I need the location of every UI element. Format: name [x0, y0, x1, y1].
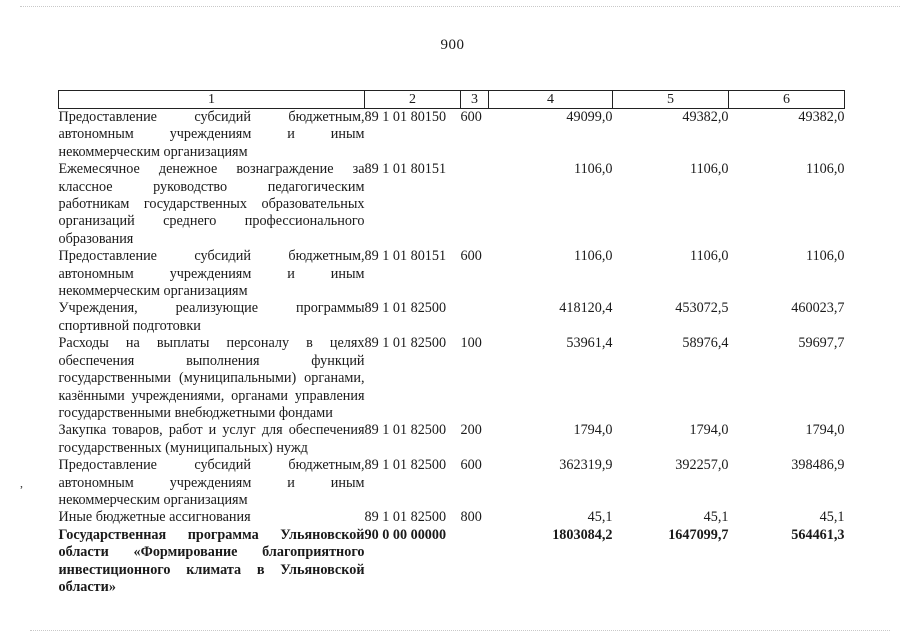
- row-target-code: 89 1 01 80150: [364, 109, 447, 125]
- row-amount-year3: 460023,7: [791, 300, 845, 317]
- table-row: [59, 161, 845, 248]
- row-name: Ежемесячное денежное вознаграждение за классное руководство педагогическим работникам государственных образовательных организаций среднего профессионального образования: [58, 161, 365, 247]
- row-name: Закупка товаров, работ и услуг для обеспечения государственных (муниципальных) нужд: [58, 422, 365, 456]
- row-amount-year1: 1106,0: [574, 248, 613, 265]
- row-name: Предоставление субсидий бюджетным, автономным учреждениям и иным некоммерческим организациям: [58, 457, 365, 508]
- row-expense-type: 800: [460, 509, 482, 526]
- row-target-code: 89 1 01 82500: [364, 509, 447, 526]
- table-row: [59, 300, 845, 335]
- header-col-csr: 2: [365, 91, 461, 109]
- row-amount-year3: 59697,7: [798, 335, 845, 352]
- row-target-code: 89 1 01 80151: [364, 161, 447, 178]
- table-body: [59, 109, 845, 597]
- row-target-code: 90 0 00 00000: [364, 526, 447, 543]
- row-target-code: 89 1 01 82500: [364, 422, 447, 439]
- table-row: [59, 422, 845, 457]
- header-col-year3: 6: [729, 91, 845, 109]
- row-amount-year3: 398486,9: [791, 457, 845, 474]
- row-amount-year1: 45,1: [587, 509, 613, 526]
- row-amount-year2: 1794,0: [689, 422, 729, 439]
- row-amount-year2: 1647099,7: [668, 526, 729, 543]
- row-expense-type: 600: [460, 109, 482, 125]
- row-amount-year3: 45,1: [819, 509, 845, 526]
- page-number: 900: [440, 37, 465, 53]
- row-amount-year3: 564461,3: [791, 526, 845, 543]
- row-expense-type: [461, 300, 489, 335]
- row-target-code: 89 1 01 80151: [364, 248, 447, 265]
- row-expense-type: 100: [460, 335, 482, 352]
- row-name: Расходы на выплаты персоналу в целях обеспечения выполнения функций государственными (муниципальными) органами, казёнными учреждениями, органами управления государственными внебюджетными фондами: [58, 335, 365, 421]
- row-amount-year3: 1106,0: [806, 248, 845, 265]
- table-row: [59, 109, 845, 162]
- row-name: Учреждения, реализующие программы спортивной подготовки: [58, 300, 365, 334]
- row-amount-year2: 1106,0: [690, 248, 729, 265]
- table-row: [59, 509, 845, 526]
- row-amount-year1: 1803084,2: [552, 526, 613, 543]
- scan-edge-top: [20, 6, 900, 8]
- row-name: Предоставление субсидий бюджетным, автономным учреждениям и иным некоммерческим организациям: [58, 248, 365, 300]
- row-amount-year1: 362319,9: [559, 457, 613, 474]
- row-amount-year1: 49099,0: [566, 109, 613, 125]
- row-name: Государственная программа Ульяновской области «Формирование благоприятного инвестиционного климата в Ульяновской области»: [58, 526, 365, 595]
- row-amount-year1: 1106,0: [574, 161, 613, 178]
- row-amount-year2: 58976,4: [682, 335, 729, 352]
- row-expense-type: 600: [460, 248, 482, 265]
- table-row: [59, 527, 845, 597]
- row-amount-year3: 1106,0: [806, 161, 845, 178]
- row-expense-type: [461, 161, 489, 248]
- table-header: [59, 91, 845, 109]
- row-name: Иные бюджетные ассигнования: [58, 509, 251, 526]
- row-expense-type: [461, 527, 489, 597]
- row-amount-year3: 49382,0: [798, 109, 845, 125]
- header-col-vr: 3: [461, 91, 489, 109]
- row-target-code: 89 1 01 82500: [364, 335, 447, 352]
- row-expense-type: 200: [460, 422, 482, 439]
- row-amount-year2: 49382,0: [682, 109, 729, 125]
- budget-table: [58, 90, 845, 596]
- row-amount-year1: 418120,4: [559, 300, 613, 317]
- table-row: [59, 248, 845, 300]
- header-col-name: 1: [59, 91, 365, 109]
- scan-edge-bottom: [30, 630, 890, 632]
- row-amount-year1: 1794,0: [573, 422, 613, 439]
- row-amount-year2: 453072,5: [675, 300, 729, 317]
- row-target-code: 89 1 01 82500: [364, 300, 447, 317]
- header-row: [59, 91, 845, 109]
- row-amount-year2: 45,1: [703, 509, 729, 526]
- row-amount-year1: 53961,4: [566, 335, 613, 352]
- table-row: [59, 457, 845, 509]
- row-amount-year3: 1794,0: [805, 422, 845, 439]
- row-expense-type: 600: [460, 457, 482, 474]
- header-col-year1: 4: [489, 91, 613, 109]
- row-target-code: 89 1 01 82500: [364, 457, 447, 474]
- header-col-year2: 5: [613, 91, 729, 109]
- row-name: Предоставление субсидий бюджетным, автономным учреждениям и иным некоммерческим организациям: [58, 109, 365, 160]
- row-amount-year2: 392257,0: [675, 457, 729, 474]
- row-amount-year2: 1106,0: [690, 161, 729, 178]
- table-row: [59, 335, 845, 422]
- scan-mark: ,: [20, 476, 23, 490]
